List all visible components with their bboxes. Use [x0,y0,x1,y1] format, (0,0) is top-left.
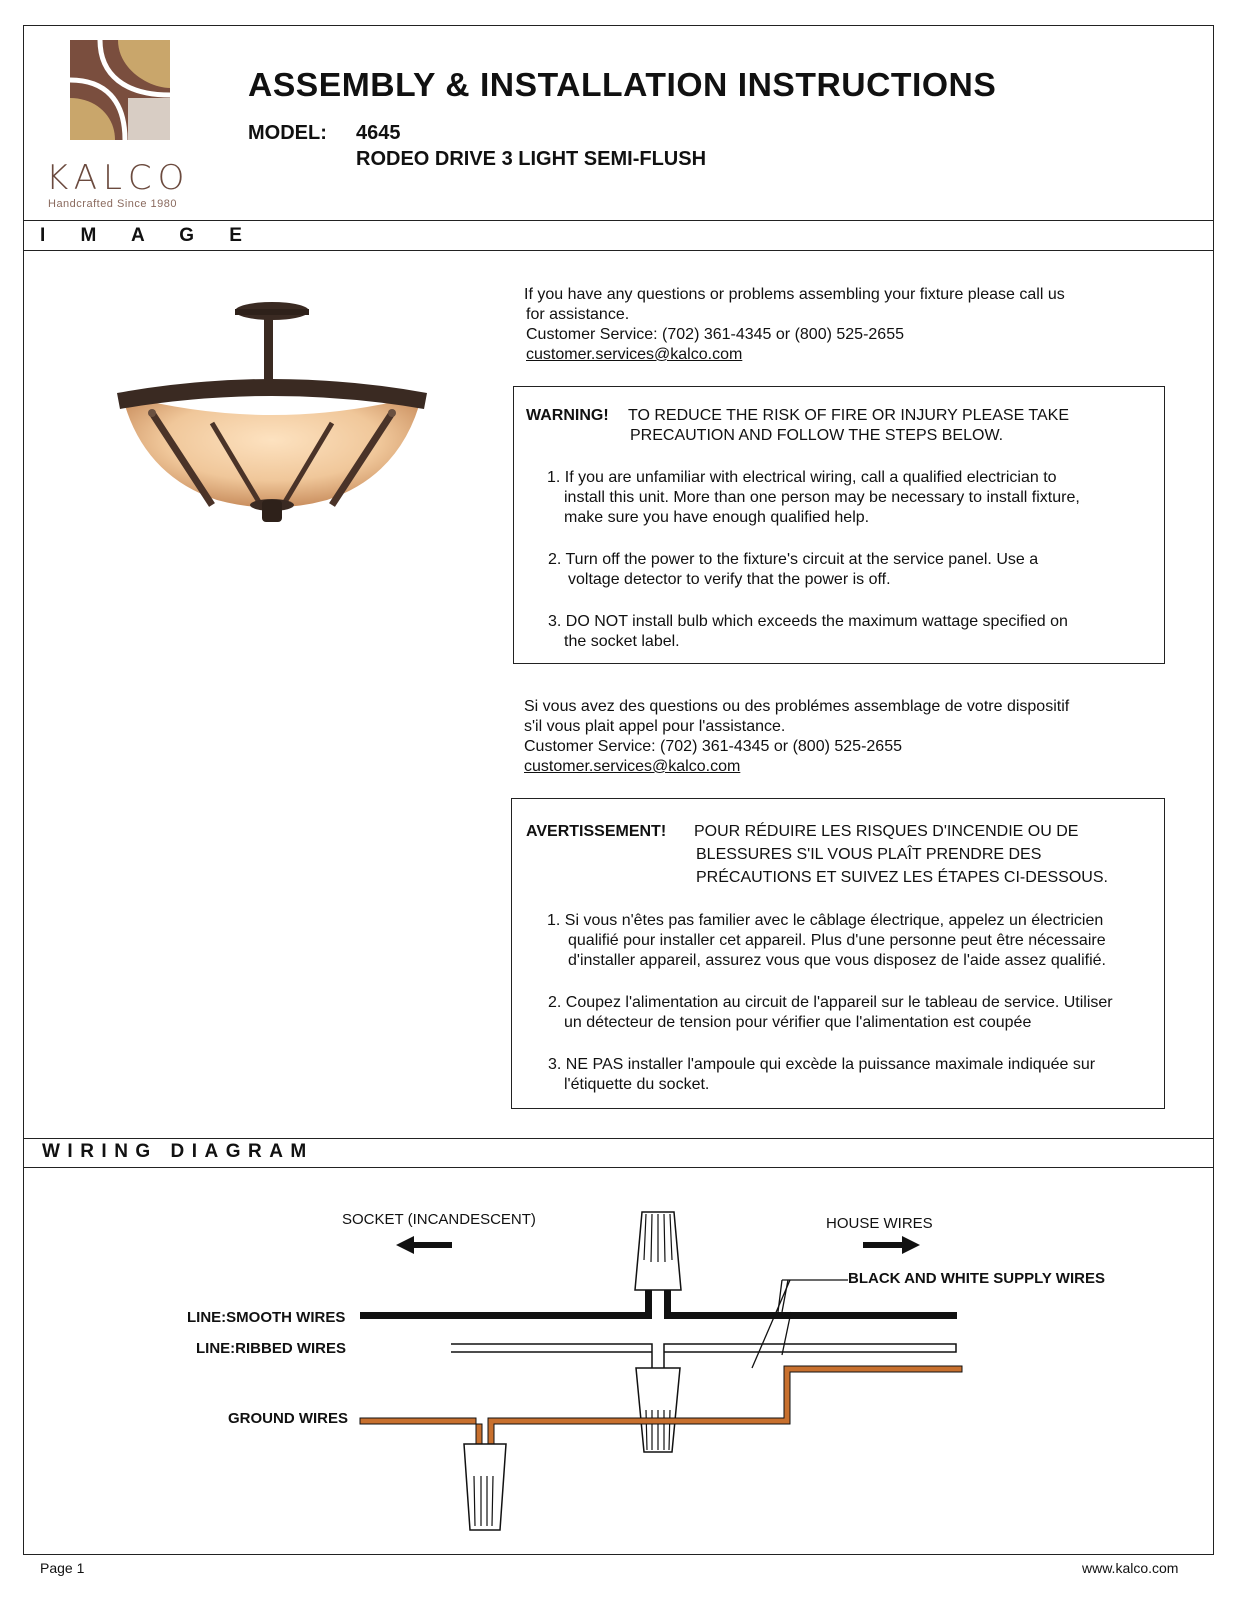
page-number: Page 1 [40,1560,85,1576]
model-label: MODEL: [248,122,327,144]
footer-url-link[interactable]: www.kalco.com [1082,1560,1179,1576]
brand-tagline: Handcrafted Since 1980 [48,198,178,210]
house-wires-label: HOUSE WIRES [826,1215,933,1232]
warning-line3-fr: PRÉCAUTIONS ET SUIVEZ LES ÉTAPES CI-DESSOUS. [696,869,1108,886]
warning-item3b-fr: l'étiquette du socket. [564,1076,710,1093]
ribbed-wires-label: LINE:RIBBED WIRES [196,1340,346,1357]
warning-label-fr: AVERTISSEMENT! [526,823,667,840]
warning-line2-en: PRECAUTION AND FOLLOW THE STEPS BELOW. [630,427,1004,444]
warning-line2-fr: BLESSURES S'IL VOUS PLAÎT PRENDRE DES [696,846,1042,863]
ribbed-white-wire [451,1344,956,1368]
brand-name: KALCO [46,158,191,198]
smooth-black-wire [360,1290,957,1319]
warning-line1-en: TO REDUCE THE RISK OF FIRE OR INJURY PLEASE TAKE [628,407,1069,424]
contact-en-line2: for assistance. [526,306,630,323]
header-divider [23,220,1214,221]
contact-fr-email-link[interactable]: customer.services@kalco.com [524,758,741,775]
image-section-divider [23,250,1214,251]
model-name: RODEO DRIVE 3 LIGHT SEMI-FLUSH [356,148,707,170]
contact-fr-line2: s'il vous plait appel pour l'assistance. [524,718,786,735]
warning-item1b-en: install this unit. More than one person may be necessary to install fixture, [564,489,1080,506]
warning-item2a-en: 2. Turn off the power to the fixture's circuit at the service panel. Use a [548,551,1039,568]
contact-fr-line1: Si vous avez des questions ou des problémes assemblage de votre dispositif [524,698,1070,715]
warning-line1-fr: POUR RÉDUIRE LES RISQUES D'INCENDIE OU DE [694,823,1079,840]
contact-en-phone: Customer Service: (702) 361-4345 or (800) 525-2655 [526,326,904,343]
contact-en-email-link[interactable]: customer.services@kalco.com [526,346,743,363]
wiring-diagram [0,1170,1237,1540]
warning-item3a-fr: 3. NE PAS installer l'ampoule qui excède la puissance maximale indiquée sur [548,1056,1096,1073]
warning-item3b-en: the socket label. [564,633,680,650]
ground-wires-label: GROUND WIRES [228,1410,348,1427]
page-title: ASSEMBLY & INSTALLATION INSTRUCTIONS [248,66,997,103]
socket-label: SOCKET (INCANDESCENT) [342,1211,536,1228]
model-number: 4645 [356,122,401,144]
logo-mark-icon [70,40,170,140]
smooth-wires-label: LINE:SMOOTH WIRES [187,1309,346,1326]
wiring-section-top-divider [23,1138,1214,1139]
warning-item1a-en: 1. If you are unfamiliar with electrical wiring, call a qualified electrician to [547,469,1057,486]
arrow-right-icon [863,1236,920,1254]
warning-label-en: WARNING! [526,407,609,424]
semi-flush-fixture-illustration [112,295,432,535]
supply-wires-label: BLACK AND WHITE SUPPLY WIRES [848,1270,1105,1287]
wire-nut-ground-icon [464,1444,506,1530]
section-wiring-label: WIRING DIAGRAM [42,1141,314,1162]
section-image-label: I M A G E [40,225,257,246]
kalco-logo [70,40,170,140]
warning-item3a-en: 3. DO NOT install bulb which exceeds the maximum wattage specified on [548,613,1068,630]
supply-pointer [752,1280,790,1368]
warning-item1a-fr: 1. Si vous n'êtes pas familier avec le câblage électrique, appelez un électricien [547,912,1104,929]
contact-en-line1: If you have any questions or problems assembling your fixture please call us [524,286,1065,303]
warning-item1c-fr: d'installer appareil, assurez vous que vous disposez de l'aide assez qualifié. [568,952,1106,969]
wire-nut-middle-icon [636,1368,680,1452]
arrow-left-icon [396,1236,452,1254]
warning-item1b-fr: qualifié pour installer cet appareil. Plus d'une personne peut être nécessaire [568,932,1106,949]
contact-fr-phone: Customer Service: (702) 361-4345 or (800) 525-2655 [524,738,902,755]
warning-item2a-fr: 2. Coupez l'alimentation au circuit de l'appareil sur le tableau de service. Utiliser [548,994,1113,1011]
wiring-section-divider [23,1167,1214,1168]
warning-item1c-en: make sure you have enough qualified help. [564,509,870,526]
wire-nut-top-icon [635,1212,681,1290]
warning-item2b-en: voltage detector to verify that the power is off. [568,571,891,588]
warning-item2b-fr: un détecteur de tension pour vérifier que l'alimentation est coupée [564,1014,1032,1031]
fixture-image [112,295,432,535]
